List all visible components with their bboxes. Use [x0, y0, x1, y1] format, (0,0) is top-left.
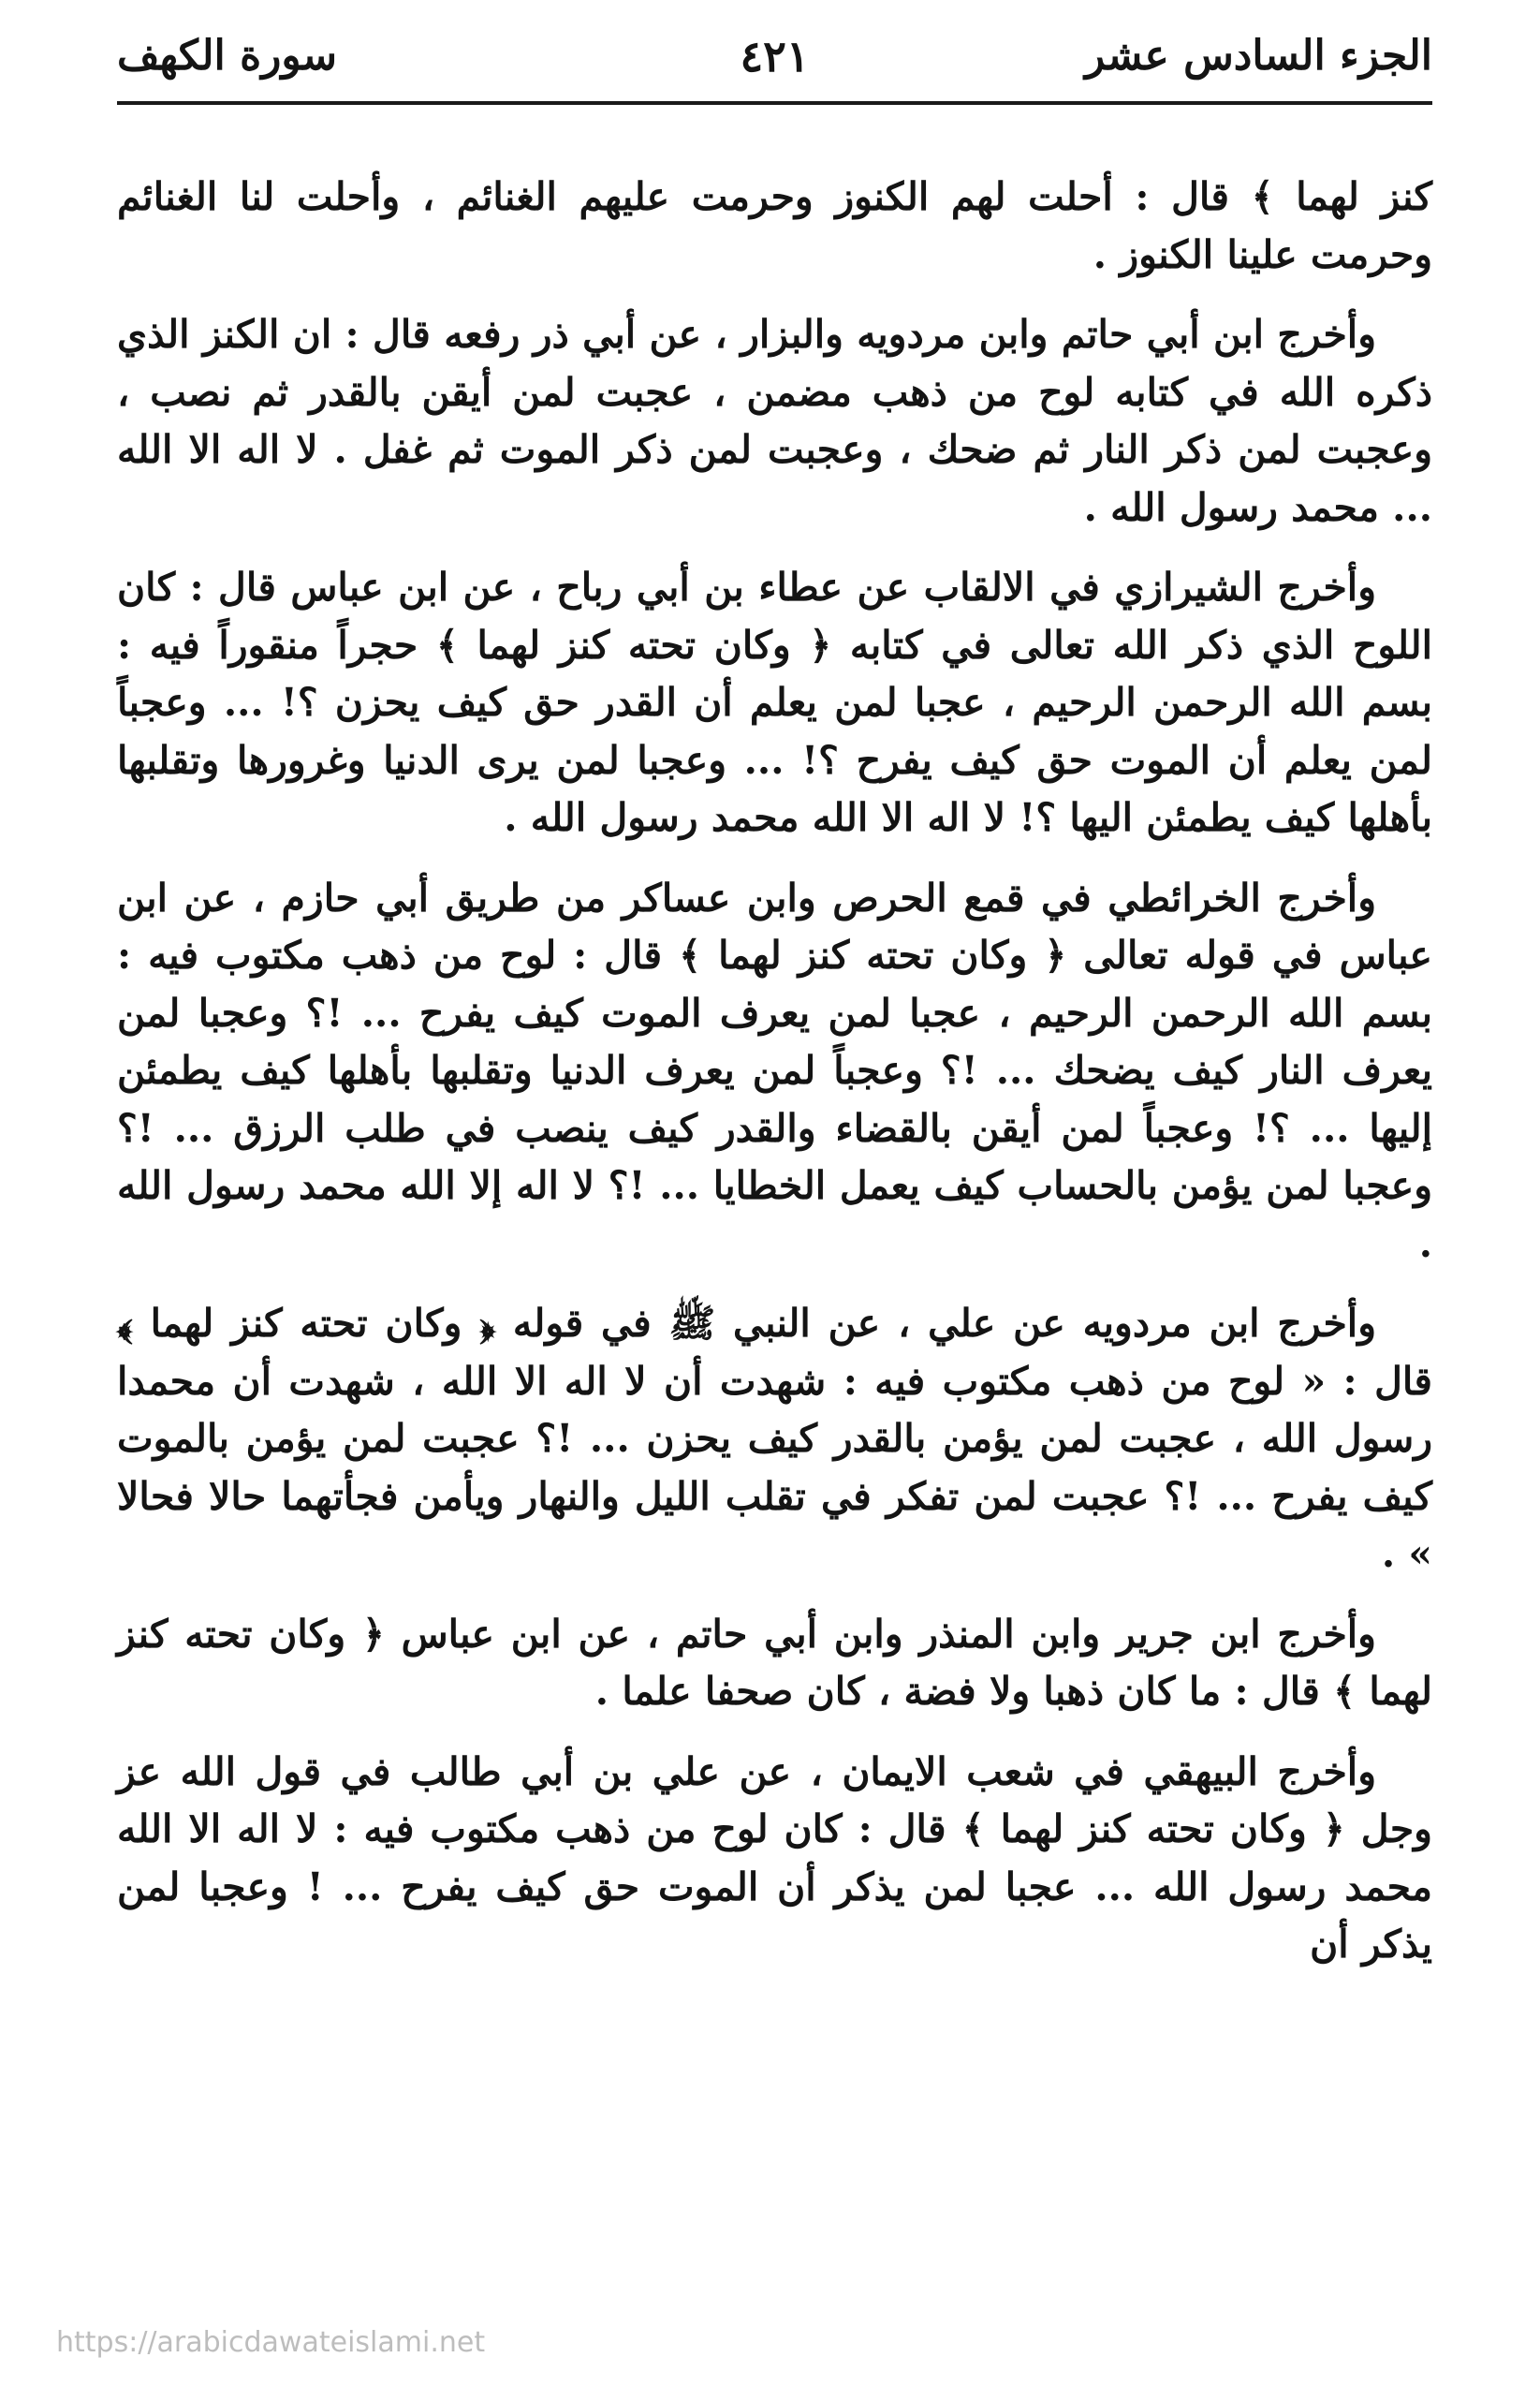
- page-header: [117, 28, 1432, 94]
- paragraph: كنز لهما ﴾ قال : أحلت لهم الكنوز وحرمت عليهم الغنائم ، وأحلت لنا الغنائم وحرمت علينا الكنوز .: [117, 174, 1432, 277]
- paragraph: وأخرج الخرائطي في قمع الحرص وابن عساكر من طريق أبي حازم ، عن ابن عباس في قوله تعالى ﴿ وكان تحته كنز لهما ﴾ قال : لوح من ذهب مكتوب فيه : بسم الله الرحمن الرحيم ، عجبا لمن يعرف الموت كيف يفرح ... !؟ وعجبا لمن يعرف النار كيف يضحك ... !؟ وعجباً لمن يعرف الدنيا وتقلبها بأهلها كيف يطمئن إليها ... ؟! وعجباً لمن أيقن بالقضاء والقدر كيف ينصب في طلب الرزق ... !؟ وعجبا لمن يؤمن بالحساب كيف يعمل الخطايا ... !؟ لا اله إلا الله محمد رسول الله .: [117, 875, 1432, 1266]
- page-body: [117, 169, 1432, 1997]
- part-title: الجزء السادس عشر: [1084, 32, 1432, 80]
- watermark-url: https://arabicdawateislami.net: [56, 2326, 486, 2359]
- paragraph: وأخرج ابن جرير وابن المنذر وابن أبي حاتم ، عن ابن عباس ﴿ وكان تحته كنز لهما ﴾ قال : ما كان ذهبا ولا فضة ، كان صحفا علما .: [117, 1611, 1432, 1714]
- page-number: ٤٢١: [740, 31, 810, 81]
- paragraph: وأخرج البيهقي في شعب الايمان ، عن علي بن أبي طالب في قول الله عز وجل ﴿ وكان تحته كنز لهما ﴾ قال : كان لوح من ذهب مكتوب فيه : لا اله الا الله محمد رسول الله ... عجبا لمن يذكر أن الموت حق كيف يفرح ... ! وعجبا لمن يذكر أن: [117, 1748, 1432, 1967]
- surah-title: سورة الكهف: [117, 32, 337, 80]
- paragraph: وأخرج ابن أبي حاتم وابن مردويه والبزار ، عن أبي ذر رفعه قال : ان الكنز الذي ذكره الله في كتابه لوح من ذهب مضمن ، عجبت لمن أيقن بالقدر ثم نصب ، وعجبت لمن ذكر النار ثم ضحك ، وعجبت لمن ذكر الموت ثم غفل . لا اله الا الله ... محمد رسول الله .: [117, 312, 1432, 530]
- paragraph: وأخرج ابن مردويه عن علي ، عن النبي ﷺ في قوله ﴿ وكان تحته كنز لهما ﴾ قال : « لوح من ذهب مكتوب فيه : شهدت أن لا اله الا الله ، شهدت أن محمدا رسول الله ، عجبت لمن يؤمن بالقدر كيف يحزن ... !؟ عجبت لمن يؤمن بالموت كيف يفرح ... !؟ عجبت لمن تفكر في تقلب الليل والنهار ويأمن فجأتهما حالا فحالا » .: [117, 1301, 1432, 1576]
- book-page: [117, 0, 1432, 2387]
- header-divider: [117, 101, 1432, 105]
- paragraph: وأخرج الشيرازي في الالقاب عن عطاء بن أبي رباح ، عن ابن عباس قال : كان اللوح الذي ذكر الله تعالى في كتابه ﴿ وكان تحته كنز لهما ﴾ حجراً منقوراً فيه : بسم الله الرحمن الرحيم ، عجبا لمن يعلم أن القدر حق كيف يحزن ؟! ... وعجباً لمن يعلم أن الموت حق كيف يفرح ؟! ... وعجبا لمن يرى الدنيا وغرورها وتقلبها بأهلها كيف يطمئن اليها ؟! لا اله الا الله محمد رسول الله .: [117, 565, 1432, 840]
